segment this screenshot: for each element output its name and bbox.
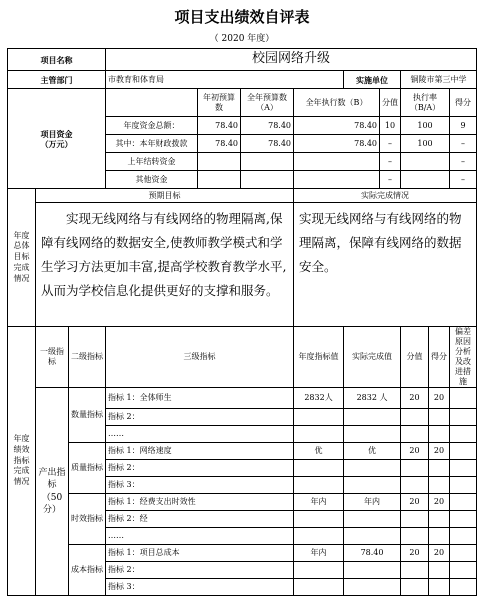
indicator-score — [429, 460, 450, 477]
funds-score: – — [450, 171, 477, 189]
form-title: 项目支出绩效自评表 — [174, 8, 310, 26]
project-name-value: 校园网络升级 — [106, 49, 477, 71]
indicator-points — [401, 528, 429, 545]
indicator-name: 指标 3： — [106, 477, 294, 494]
indicator-name: 指标 2： — [106, 460, 294, 477]
funds-rate: 100 — [401, 135, 450, 153]
indicator-actual — [344, 460, 401, 477]
funds-score: 9 — [450, 117, 477, 135]
funds-header-executed: 全年执行数（B） — [294, 89, 380, 117]
indicator-points: 20 — [401, 494, 429, 511]
indicator-actual — [344, 477, 401, 494]
indicator-header-level3: 三级指标 — [106, 327, 294, 388]
indicator-target — [294, 579, 344, 596]
indicators-section-label: 年度绩效指标完成情况 — [8, 327, 36, 596]
indicator-name: …… — [106, 528, 294, 545]
indicator-actual — [344, 409, 401, 426]
indicator-score — [429, 528, 450, 545]
indicator-row — [8, 443, 477, 460]
indicator-level1-output: 产出指标（50分） — [36, 388, 69, 596]
indicator-deviation — [450, 409, 477, 426]
funds-header-row — [8, 89, 477, 117]
funds-score: – — [450, 135, 477, 153]
indicator-target — [294, 511, 344, 528]
funds-header-blank — [106, 89, 198, 117]
funds-executed: 78.40 — [294, 117, 380, 135]
funds-initial: 78.40 — [198, 135, 241, 153]
project-row — [8, 49, 477, 71]
indicator-score — [429, 579, 450, 596]
indicator-name: 指标 3： — [106, 579, 294, 596]
indicator-score: 20 — [429, 545, 450, 562]
indicator-header-actual: 实际完成值 — [344, 327, 401, 388]
funds-header-score: 得分 — [450, 89, 477, 117]
project-name-label: 项目名称 — [8, 49, 106, 71]
funds-rate — [401, 171, 450, 189]
funds-score: – — [450, 153, 477, 171]
indicator-score — [429, 511, 450, 528]
funds-annual — [241, 153, 294, 171]
unit-label: 实施单位 — [344, 71, 401, 89]
indicator-actual — [344, 562, 401, 579]
indicator-deviation — [450, 511, 477, 528]
indicator-name: …… — [106, 426, 294, 443]
indicator-header-deviation: 偏差原因分析及改进措施 — [450, 327, 477, 388]
indicator-score: 20 — [429, 388, 450, 409]
indicator-actual: 78.40 — [344, 545, 401, 562]
indicator-deviation — [450, 562, 477, 579]
indicator-name: 指标 2：经 — [106, 511, 294, 528]
indicator-deviation — [450, 528, 477, 545]
funds-rate: 100 — [401, 117, 450, 135]
indicator-actual: 2832 人 — [344, 388, 401, 409]
indicator-name: 指标 2： — [106, 562, 294, 579]
indicator-score: 20 — [429, 443, 450, 460]
funds-row-label: 年度资金总额： — [106, 117, 198, 135]
indicator-group-timeliness: 时效指标 — [69, 494, 106, 545]
indicator-group-quality: 质量指标 — [69, 443, 106, 494]
goals-expected-text: 实现无线网络与有线网络的物理隔离,保障有线网络的数据安全,使教师教学模式和学生学习方法更加丰富,提高学校教育教学水平,从而为学校信息化提供更好的支撑和服务。 — [36, 203, 294, 327]
funds-label: 项目资金 （万元） — [8, 89, 106, 189]
funds-rate — [401, 153, 450, 171]
goals-text-row — [8, 203, 477, 327]
goals-actual-header: 实际完成情况 — [294, 189, 477, 203]
goals-expected-header: 预期目标 — [36, 189, 294, 203]
goals-actual-text: 实现无线网络与有线网络的物理隔离，保障有线网络的数据安全。 — [294, 203, 477, 327]
goals-header-row — [8, 189, 477, 203]
indicator-target: 优 — [294, 443, 344, 460]
indicator-deviation — [450, 477, 477, 494]
department-label: 主管部门 — [8, 71, 106, 89]
indicator-points: 20 — [401, 388, 429, 409]
indicator-actual — [344, 426, 401, 443]
funds-points: – — [380, 135, 401, 153]
indicator-score: 20 — [429, 494, 450, 511]
indicator-score — [429, 562, 450, 579]
indicator-header-score: 得分 — [429, 327, 450, 388]
department-value: 市教育和体育局 — [106, 71, 344, 89]
funds-row-label: 其他资金 — [106, 171, 198, 189]
indicator-deviation — [450, 426, 477, 443]
funds-points: – — [380, 171, 401, 189]
indicator-target: 年内 — [294, 494, 344, 511]
indicator-target — [294, 426, 344, 443]
indicator-points: 20 — [401, 545, 429, 562]
funds-row-label: 其中：本年财政拨款 — [106, 135, 198, 153]
funds-executed — [294, 153, 380, 171]
indicator-points: 20 — [401, 443, 429, 460]
indicator-target: 2832人 — [294, 388, 344, 409]
funds-header-rate: 执行率（B/A） — [401, 89, 450, 117]
funds-initial — [198, 171, 241, 189]
indicator-header-level1: 一级指标 — [36, 327, 69, 388]
form-wrapper — [7, 48, 476, 596]
indicator-actual: 优 — [344, 443, 401, 460]
indicator-points — [401, 579, 429, 596]
funds-header-initial: 年初预算数 — [198, 89, 241, 117]
unit-value: 铜陵市第三中学 — [401, 71, 477, 89]
funds-header-points: 分值 — [380, 89, 401, 117]
department-row — [8, 71, 477, 89]
funds-points: – — [380, 153, 401, 171]
indicator-name: 指标 1：全体师生 — [106, 388, 294, 409]
indicator-points — [401, 426, 429, 443]
indicator-row — [8, 545, 477, 562]
indicator-deviation — [450, 545, 477, 562]
indicator-points — [401, 460, 429, 477]
indicator-header-target: 年度指标值 — [294, 327, 344, 388]
indicator-header-row — [8, 327, 477, 388]
indicator-group-cost: 成本指标 — [69, 545, 106, 596]
indicator-deviation — [450, 443, 477, 460]
funds-executed — [294, 171, 380, 189]
funds-row-label: 上年结转资金 — [106, 153, 198, 171]
indicator-name: 指标 2： — [106, 409, 294, 426]
indicator-target — [294, 460, 344, 477]
indicator-header-points: 分值 — [401, 327, 429, 388]
year-line: （ 2020 年度） — [209, 34, 275, 44]
indicator-name: 指标 1：经费支出时效性 — [106, 494, 294, 511]
goals-label: 年度总体目标完成情况 — [8, 189, 36, 327]
indicator-name: 指标 1：网络速度 — [106, 443, 294, 460]
indicator-deviation — [450, 388, 477, 409]
funds-annual: 78.40 — [241, 135, 294, 153]
indicator-actual — [344, 511, 401, 528]
indicator-points — [401, 409, 429, 426]
indicator-row — [8, 494, 477, 511]
indicator-points — [401, 511, 429, 528]
indicator-deviation — [450, 460, 477, 477]
funds-points: 10 — [380, 117, 401, 135]
indicator-target — [294, 528, 344, 545]
funds-annual: 78.40 — [241, 117, 294, 135]
funds-initial — [198, 153, 241, 171]
indicator-deviation — [450, 494, 477, 511]
funds-initial: 78.40 — [198, 117, 241, 135]
indicator-points — [401, 562, 429, 579]
indicator-actual — [344, 579, 401, 596]
indicator-row — [8, 388, 477, 409]
indicator-header-level2: 二级指标 — [69, 327, 106, 388]
funds-header-annual: 全年预算数（A） — [241, 89, 294, 117]
indicator-name: 指标 1：项目总成本 — [106, 545, 294, 562]
indicator-actual — [344, 528, 401, 545]
indicator-score — [429, 477, 450, 494]
indicator-actual: 年内 — [344, 494, 401, 511]
funds-executed: 78.40 — [294, 135, 380, 153]
indicator-score — [429, 409, 450, 426]
indicator-score — [429, 426, 450, 443]
indicator-target: 年内 — [294, 545, 344, 562]
indicator-target — [294, 562, 344, 579]
funds-annual — [241, 171, 294, 189]
indicator-target — [294, 477, 344, 494]
indicator-target — [294, 409, 344, 426]
evaluation-table — [7, 48, 477, 596]
indicator-points — [401, 477, 429, 494]
indicator-group-quantity: 数量指标 — [69, 388, 106, 443]
indicator-deviation — [450, 579, 477, 596]
